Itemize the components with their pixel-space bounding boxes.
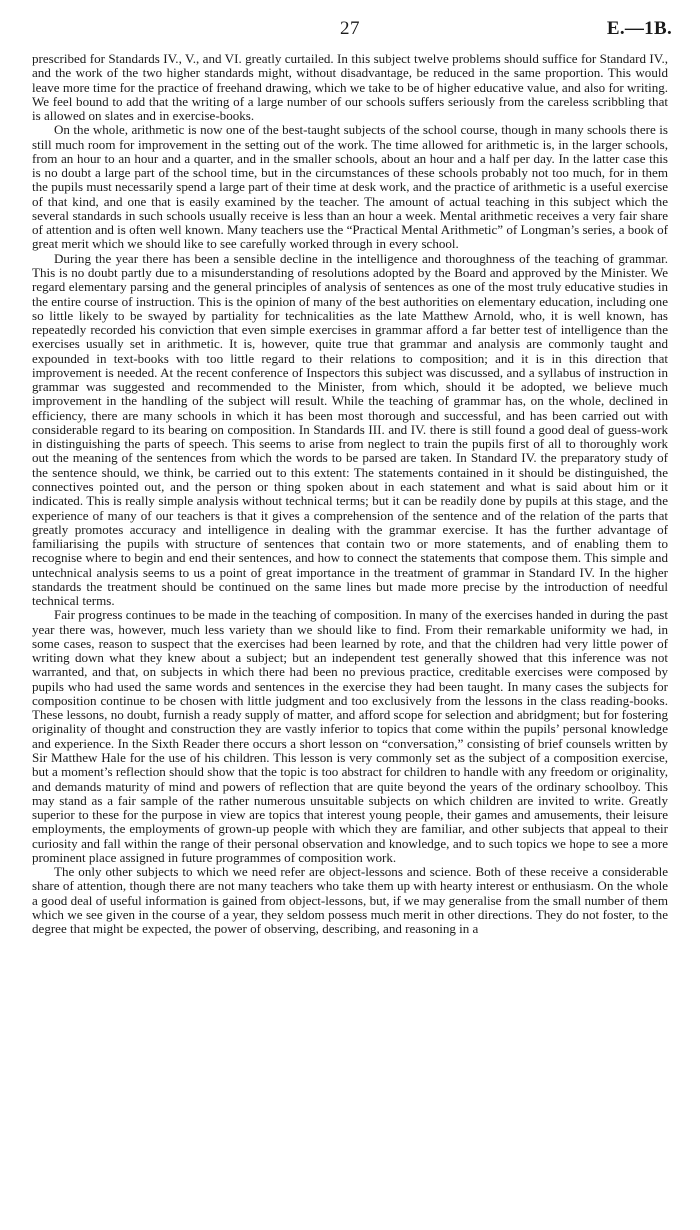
- paragraph-continuation: prescribed for Standards IV., V., and VI. greatly curtailed. In this subject twelve problems should suffice for Standard IV., and the work of the two higher standards might, without disadvantage, be reduced in the same proportion. This would leave more time for the practice of freehand drawing, which we take to be of higher educative value, and also for writing. We feel bound to add that the writing of a large number of our schools suffers seriously from the careless scribbling that is allowed on slates and in exercise-books.: [32, 51, 668, 124]
- document-reference: E.—1B.: [606, 18, 672, 39]
- page-header: [0, 18, 700, 46]
- paragraph-arithmetic: On the whole, arithmetic is now one of the best-taught subjects of the school course, though in many schools there is still much room for improvement in the setting out of the work. The time allowed for arithmetic is, in the larger schools, from an hour to an hour and a quarter, and in the smaller schools, about an hour and a half per day. In the latter case this is no doubt a large part of the school time, but in the circumstances of these schools probably not too much, for in them the pupils must necessarily spend a large part of their time at desk work, and the practice of arithmetic is a useful exercise of that kind, and one that is easily examined by the teacher. The amount of actual teaching in this subject which the several standards in such schools usually receive is less than an hour a week. Mental arithmetic receives a very fair share of attention and is often well known. Many teachers use the “Practical Mental Arithmetic” of Longman’s series, a book of great merit which we should like to see carefully worked through in every school.: [32, 122, 668, 252]
- paragraph-grammar: During the year there has been a sensible decline in the intelligence and thoroughness of the teaching of grammar. This is no doubt partly due to a misunderstanding of resolutions adopted by the Board and approved by the Minister. We regard elementary parsing and the general principles of analysis of sentences as one of the most truly educative studies in the entire course of instruction. This is the opinion of many of the best authorities on elementary education, including one so little likely to be swayed by partiality for technicalities as the late Matthew Arnold, who, it is well known, has repeatedly recorded his conviction that even simple exercises in grammar afford a far better test of intelligence than the exercises usually set in arithmetic. It is, however, quite true that grammar and analysis are commonly taught and expounded in text-books with too little regard to their relations to composition; and it is in this direction that improvement is needed. At the recent conference of Inspectors this subject was discussed, and a syllabus of instruction in grammar was suggested and recommended to the Minister, from which, should it be adopted, we believe much improvement in the handling of the subject will result. While the teaching of grammar has, on the whole, declined in efficiency, there are many schools in which it has been most thorough and successful, and has been carried out with considerable regard to its bearing on composition. In Standards III. and IV. there is still found a good deal of guess-work in distinguishing the parts of speech. This seems to arise from neglect to train the pupils first of all to thoroughly work out the meaning of the sentences from which the words to be parsed are taken. In Standard IV. the preparatory study of the sentence should, we think, be carried out to this extent: The statements contained in it should be distinguished, the connectives pointed out, and the person or thing spoken about in each statement and what is said about him or it indicated. This is really simple analysis without technical terms; but it can be readily done by pupils at this stage, and the experience of many of our teachers is that it gives a comprehension of the sentence and of the relation of the parts that greatly promotes accuracy and intelligence in dealing with the grammar exercise. It has the further advantage of familiarising the pupils with structure of sentences that contain two or more statements, and of enabling them to recognise where to begin and end their sentences, and how to connect the statements that compose them. This simple and untechnical analysis seems to us a point of great importance in the treatment of grammar in Standard IV. In the higher standards the treatment should be continued on the same lines but made more precise by the introduction of needful technical terms.: [32, 250, 668, 609]
- page-number: 27: [340, 18, 360, 39]
- paragraph-object-lessons: The only other subjects to which we need refer are object-lessons and science. Both of these receive a considerable share of attention, though there are not many teachers who take them up with hearty interest or enthusiasm. On the whole a good deal of useful information is gained from object-lessons, but, if we may generalise from the small number of them which we see given in the course of a year, they seldom possess much merit in other directions. They do not foster, to the degree that might be expected, the power of observing, describing, and reasoning in a: [32, 864, 668, 937]
- body-text: [32, 52, 668, 936]
- paragraph-composition: Fair progress continues to be made in the teaching of composition. In many of the exercises handed in during the past year there was, however, much less variety than we should like to find. From their remarkable uniformity we had, in some cases, reason to suspect that the exercises had been learned by rote, and that the children had very little power of writing down what they knew about a subject; but an independent test generally showed that this inference was not warranted, and that, on subjects in which there had been no previous practice, creditable exercises were composed by pupils who had used the same words and sentences in the exercise they had been taught. In many cases the subjects for composition continue to be chosen with little judgment and too exclusively from the lessons in the class reading-books. These lessons, no doubt, furnish a ready supply of matter, and afford scope for selection and abridgment; but for fostering originality of thought and construction they are vastly inferior to topics that come within the pupils’ personal knowledge and experience. In the Sixth Reader there occurs a short lesson on “conversation,” consisting of brief counsels written by Sir Matthew Hale for the use of his children. This lesson is very commonly set as the subject of a composition exercise, but a moment’s reflection should show that the topic is too abstract for children to handle with any freedom or originality, and demands maturity of mind and powers of reflection that are quite beyond the years of the ordinary schoolboy. This may stand as a fair sample of the rather numerous unsuitable subjects on which children are invited to write. Greatly superior to these for the purpose in view are topics that interest young people, their games and amusements, their leisure employments, the employments of grown-up people with which they are familiar, and other subjects that appeal to their curiosity and fall within the range of their personal observation and knowledge, and to such topics we hope to see a more prominent place assigned in future programmes of composition work.: [32, 607, 668, 865]
